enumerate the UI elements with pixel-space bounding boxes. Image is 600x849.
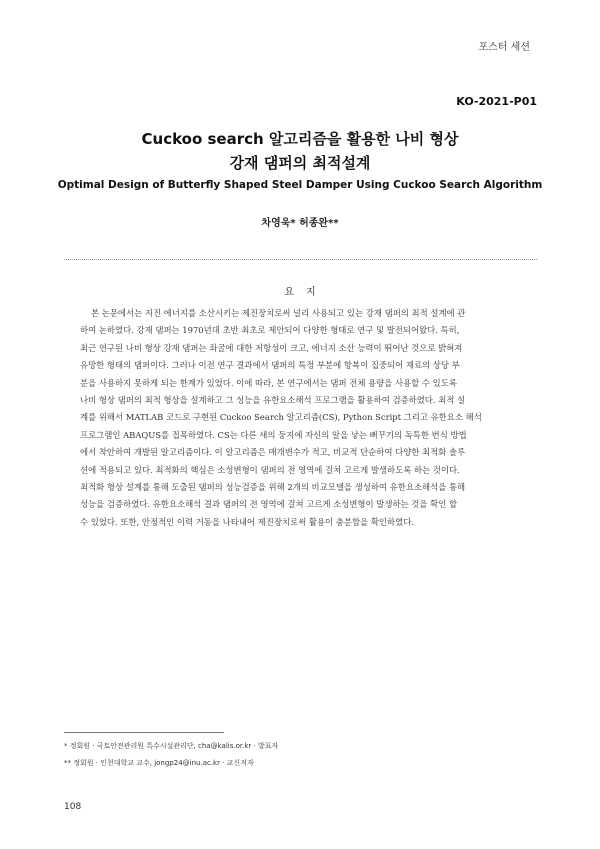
korean-title-line-2: 강재 댐퍼의 최적설계 (229, 154, 371, 172)
footnote-corresponding-author: ** 정회원 · 인천대학교 교수, jongp24@inu.ac.kr · 교신저자 (64, 759, 254, 767)
abstract-line: 션에 적용되고 있다. 최적화의 핵심은 소성변형이 댐퍼의 전 영역에 걸쳐 고르게 발생하도록 하는 것이다. (80, 464, 460, 475)
abstract-line: 하여 논하였다. 강재 댐퍼는 1970년대 초반 최초로 제안되어 다양한 형태로 연구 및 발전되어왔다. 특히, (80, 325, 460, 336)
section-divider (64, 259, 537, 260)
authors: 차영욱* 허종완** (261, 218, 339, 229)
abstract-heading: 요지 (284, 287, 328, 298)
english-title: Optimal Design of Butterfly Shaped Steel Damper Using Cuckoo Search Algorithm (57, 179, 543, 191)
abstract-line: 나비 형상 댐퍼의 최적 형상을 설계하고 그 성능을 유한요소해석 프로그램을 활용하여 검증하였다. 최적 설 (80, 394, 466, 405)
page-number: 108 (64, 802, 82, 812)
abstract-line: 최근 연구된 나비 형상 강재 댐퍼는 좌굴에 대한 저항성이 크고, 에너지 소산 능력이 뛰어난 것으로 밝혀져 (80, 342, 463, 353)
session-label: 포스터 세션 (478, 42, 530, 53)
abstract-line: 본 논문에서는 지진 에너지를 소산시키는 제진장치로써 널리 사용되고 있는 강재 댐퍼의 최적 설계에 관 (91, 308, 466, 318)
abstract-line: 성능을 검증하였다. 유한요소해석 결과 댐퍼의 전 영역에 걸쳐 고르게 소성변형이 발생하는 것을 확인 할 (80, 499, 458, 510)
footnote-rule (64, 732, 224, 733)
abstract-line: 프로그램인 ABAQUS를 접목하였다. CS는 다른 새의 둥지에 자신의 알을 낳는 뻐꾸기의 독특한 번식 방법 (80, 429, 467, 440)
korean-title-line-1: Cuckoo search 알고리즘을 활용한 나비 형상 (141, 130, 459, 148)
abstract-line: 분을 사용하지 못하게 되는 한계가 있었다. 이에 따라, 본 연구에서는 댐퍼 전체 용량을 사용할 수 있도록 (80, 377, 457, 388)
abstract-line: 계를 위해서 MATLAB 코드로 구현된 Cuckoo Search 알고리즘(CS), Python Script 그리고 유한요소 해석 (80, 412, 482, 423)
abstract-line: 에서 착안하여 개발된 알고리즘이다. 이 알고리즘은 매개변수가 적고, 비교적 단순하여 다양한 최적화 솔루 (80, 447, 466, 458)
paper-id: KO-2021-P01 (456, 95, 537, 108)
footnote-presenter: * 정회원 · 국토안전관리원 특수시설관리단, cha@kalis.or.kr · 발표자 (64, 742, 279, 750)
abstract-line: 최적화 형상 설계를 통해 도출된 댐퍼의 성능검증을 위해 2개의 비교모델을 생성하여 유한요소해석을 통해 (80, 481, 466, 492)
abstract-line: 유망한 형태의 댐퍼이다. 그러나 이전 연구 결과에서 댐퍼의 특정 부분에 항복이 집중되어 재료의 상당 부 (80, 360, 460, 371)
abstract-line: 수 있었다. 또한, 안정적인 이력 거동을 나타내어 제진장치로써 활용이 충분함을 확인하였다. (80, 516, 414, 527)
abstract-body (80, 305, 525, 531)
